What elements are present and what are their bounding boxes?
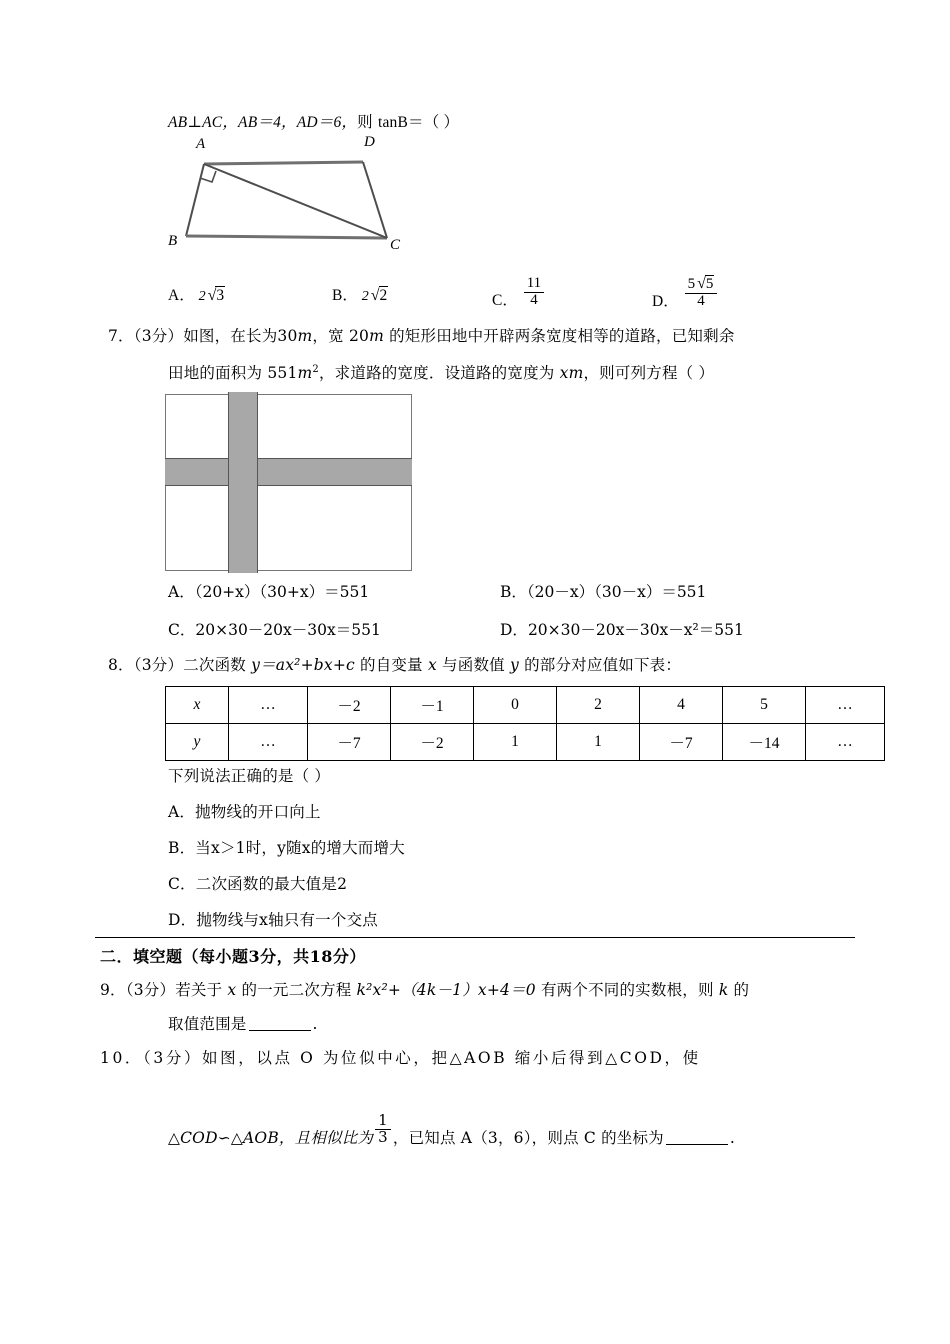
q8-stem-a: 二次函数 <box>183 656 252 674</box>
q8-var-y: y <box>509 656 519 674</box>
q7-option-c[interactable] <box>168 618 381 640</box>
q7-unit-2: m <box>369 327 384 345</box>
q9-number: 9． <box>100 981 126 999</box>
q7-option-d-key: D． <box>500 621 528 639</box>
q6-stem-then: 则 <box>357 113 378 131</box>
table-cell-x-0: … <box>229 687 308 724</box>
table-cell-x-1: －2 <box>308 687 391 724</box>
q10-line2a: △COD∽△AOB，且相似比为 <box>168 1128 374 1147</box>
table-cell-x-3: 0 <box>474 687 557 724</box>
label-B: B <box>168 233 178 249</box>
table-cell-x-4: 2 <box>557 687 640 724</box>
q9-var-x: x <box>227 981 237 999</box>
q6-option-d[interactable] <box>652 275 719 317</box>
horizontal-road <box>165 458 412 486</box>
q10-answer-blank[interactable] <box>666 1130 728 1145</box>
q9-equation: k²x²+（4k－1）x+4＝0 <box>356 981 536 999</box>
q8-prompt: 下列说法正确的是（ ） <box>168 767 331 785</box>
q8-stem-d: 的部分对应值如下表： <box>518 656 682 674</box>
table-cell-y-1: －7 <box>308 724 391 761</box>
q8-stem-b: 的自变量 <box>354 656 428 674</box>
q6-option-d-numerator <box>685 276 718 294</box>
table-cell-x-7: … <box>806 687 885 724</box>
q7-number: 7． <box>108 327 134 345</box>
table-cell-x-2: －1 <box>391 687 474 724</box>
q9-score: （3分） <box>125 981 176 999</box>
q8-option-c-key: C． <box>168 875 196 893</box>
q10-number: 10． <box>100 1049 144 1067</box>
q6-option-a-coef: 2 <box>198 289 206 304</box>
q6-option-b-key: B． <box>332 287 358 304</box>
q7-line2c-text: ，则可列方程（ ） <box>583 364 715 383</box>
q9-line1a: 若关于 <box>175 981 228 999</box>
label-A: A <box>196 136 206 152</box>
q9-line2-text: 取值范围是 <box>168 1015 247 1033</box>
q6-option-a-radicand: 3 <box>216 287 225 304</box>
q6-stem-tan: tanB＝（ ） <box>377 114 460 131</box>
q10-ratio-fraction <box>375 1113 391 1146</box>
q7-line1c-text: 的矩形田地中开辟两条宽度相等的道路，已知剩余 <box>383 327 735 345</box>
q9-line1c: 有两个不同的实数根，则 <box>535 981 719 999</box>
q8-option-d[interactable] <box>168 910 378 930</box>
q7-option-a[interactable] <box>168 580 369 602</box>
q6-stem-ab: AB＝4， <box>238 114 297 131</box>
sqrt-icon: √5 <box>697 275 714 292</box>
q7-option-b[interactable] <box>500 580 706 602</box>
table-cell-y-label: y <box>166 724 229 761</box>
q8-value-table <box>165 686 885 761</box>
table-cell-y-0: … <box>229 724 308 761</box>
q7-var-xm: xm <box>559 364 584 383</box>
q7-option-b-key: B． <box>500 583 527 601</box>
table-cell-x-6: 5 <box>723 687 806 724</box>
q8-option-a-key: A． <box>168 803 196 821</box>
q7-exponent: 2 <box>312 364 319 375</box>
table-cell-y-6: －14 <box>723 724 806 761</box>
q8-number: 8． <box>108 656 134 674</box>
q6-option-c-key: C． <box>492 291 518 309</box>
q8-option-c[interactable] <box>168 874 347 894</box>
q7-score: （3分） <box>133 327 184 345</box>
q8-option-d-key: D． <box>168 911 197 929</box>
q6-figure-trapezoid <box>165 134 425 258</box>
q8-stem-c: 与函数值 <box>436 656 510 674</box>
trapezoid-svg <box>165 140 425 258</box>
table-cell-y-5: －7 <box>640 724 723 761</box>
q6-option-d-num-coef: 5 <box>687 276 696 292</box>
q9-line1b: 的一元二次方程 <box>236 981 357 999</box>
q10-ratio-numerator: 1 <box>375 1113 391 1130</box>
table-cell-x-label: x <box>166 687 229 724</box>
q6-option-b-coef: 2 <box>361 289 369 304</box>
q6-option-b[interactable] <box>332 283 388 305</box>
q7-line1-text: 如图，在长为30 <box>183 327 298 345</box>
table-cell-y-2: －2 <box>391 724 474 761</box>
q7-option-c-text: 20×30－20x－30x＝551 <box>195 621 381 639</box>
q7-line2 <box>168 360 714 383</box>
q7-line2b-text: ，求道路的宽度．设道路的宽度为 <box>318 364 560 383</box>
label-C: C <box>390 237 401 253</box>
q7-unit-1: m <box>297 327 313 345</box>
q6-option-c[interactable] <box>492 275 546 316</box>
table-row-x <box>166 687 885 724</box>
q7-line1 <box>108 326 735 346</box>
q8-option-a[interactable] <box>168 802 321 822</box>
q8-equation: y＝ax²+bx+c <box>251 656 355 674</box>
sqrt-icon: √2 <box>370 287 388 304</box>
q7-unit-3: m <box>297 364 313 383</box>
q7-figure-field <box>160 385 430 575</box>
q10-line2 <box>168 1111 736 1153</box>
q7-option-a-text: （20+x）（30+x）＝551 <box>194 583 370 601</box>
table-cell-x-5: 4 <box>640 687 723 724</box>
q6-option-c-denominator: 4 <box>530 291 538 308</box>
table-row-y <box>166 724 885 761</box>
q6-option-b-radicand: 2 <box>379 287 388 304</box>
q9-line1 <box>100 980 749 1000</box>
q6-stem-perp: AB⊥AC， <box>168 114 239 131</box>
q10-line1-text: 如图，以点 O 为位似中心，把△AOB 缩小后得到△COD，使 <box>202 1049 701 1067</box>
q8-option-a-text: 抛物线的开口向上 <box>195 803 321 821</box>
q7-option-d[interactable] <box>500 618 744 640</box>
q8-option-d-text: 抛物线与x轴只有一个交点 <box>196 911 378 929</box>
q9-var-k: k <box>718 981 729 999</box>
q6-option-d-fraction <box>685 276 718 310</box>
q8-option-b-text: 当x＞1时，y随x的增大而增大 <box>195 839 405 857</box>
q9-answer-blank[interactable] <box>249 1016 311 1031</box>
q10-line2b: ，已知点 A（3，6），则点 C 的坐标为 <box>392 1128 664 1147</box>
q10-line1 <box>100 1048 701 1068</box>
q9-line2 <box>168 1014 318 1034</box>
q7-option-b-text: （20－x）（30－x）＝551 <box>526 583 707 601</box>
q8-stem <box>108 655 681 675</box>
q7-option-d-text: 20×30－20x－30x－x²＝551 <box>527 621 744 639</box>
q6-option-d-num-radicand: 5 <box>705 276 714 292</box>
q6-option-a-key: A． <box>168 287 195 304</box>
q9-line1d: 的 <box>728 981 750 999</box>
q10-period: . <box>729 1128 736 1147</box>
q6-option-d-denominator: 4 <box>697 292 705 309</box>
vertical-road <box>228 392 258 573</box>
q6-stem <box>168 112 459 133</box>
table-cell-y-4: 1 <box>557 724 640 761</box>
q8-option-b-key: B． <box>168 839 196 857</box>
table-cell-y-7: … <box>806 724 885 761</box>
q7-option-c-key: C． <box>168 621 196 639</box>
q8-option-b[interactable] <box>168 838 405 858</box>
q6-option-a[interactable] <box>168 283 225 305</box>
q9-period: . <box>312 1015 318 1033</box>
section-divider <box>95 937 855 938</box>
section-2-title: 二．填空题（每小题3分，共18分） <box>100 947 366 966</box>
q6-option-c-fraction <box>524 276 544 309</box>
label-D: D <box>364 134 376 150</box>
q7-line1b-text: ，宽 20 <box>312 327 370 345</box>
q10-score: （3分） <box>143 1049 203 1067</box>
q7-option-a-key: A． <box>168 583 195 601</box>
q6-option-c-numerator: 11 <box>524 276 544 293</box>
q8-var-x: x <box>427 656 437 674</box>
q7-line2a-text: 田地的面积为 551 <box>168 364 298 383</box>
sqrt-icon: √3 <box>207 287 225 304</box>
q6-option-d-key: D． <box>652 292 679 310</box>
table-cell-y-3: 1 <box>474 724 557 761</box>
q8-option-c-text: 二次函数的最大值是2 <box>195 875 348 893</box>
q8-score: （3分） <box>133 656 184 674</box>
q6-stem-ad: AD＝6， <box>296 114 358 131</box>
q10-ratio-denominator: 3 <box>378 1127 388 1146</box>
